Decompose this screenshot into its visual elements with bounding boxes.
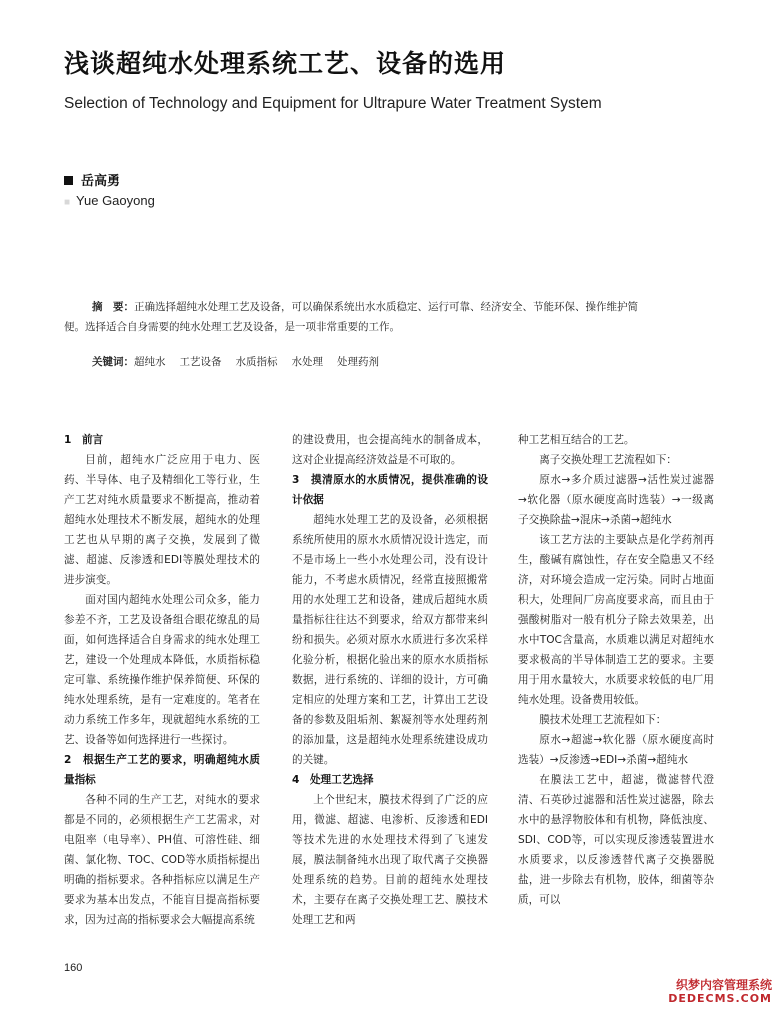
body-paragraph: 上个世纪末，膜技术得到了广泛的应用，微滤、超滤、电渗析、反渗透和EDI等技术先进的水处理技术得到了飞速发展，膜法制备纯水出现了取代离子交换器处理系统的趋势。目前的超纯水处理技术，主要存在离子交换处理工艺、膜技术处理工艺和两 [292,794,488,926]
article-title-en: Selection of Technology and Equipment for Ultrapure Water Treatment System [64,95,602,112]
abstract-text-1: 正确选择超纯水处理工艺及设备，可以确保系统出水水质稳定、运行可靠、经济安全、节能环保、操作维护简 [134,301,638,313]
keywords-label: 关键词： [92,356,134,368]
body-paragraph: 种工艺相互结合的工艺。 [518,434,635,446]
keyword: 处理药剂 [337,356,379,368]
watermark-cn: 织梦内容管理系统 [675,978,772,992]
body-paragraph: 离子交换处理工艺流程如下： [539,454,677,466]
watermark [668,978,772,1006]
abstract-line-1 [64,297,724,317]
body-column-3 [518,430,714,910]
watermark-en: DEDECMS.COM [668,992,772,1005]
body-paragraph: 超纯水处理工艺的及设备，必须根据系统所使用的原水水质情况设计选定，而不是市场上一些小水处理公司，没有设计能力，不考虑水质情况，经常直接照搬常用的水处理工艺和设备，建成后超纯水质量指标往往达不到要求，给双方都带来纠纷和损失。必须对原水水质进行多次采样化验分析，根据化验出来的原水水质指标数据，进行系统的、详细的设计，方可确定相应的处理方案和工艺，计算出工艺设备的参数及阻垢剂、絮凝剂等水处理药剂的添加量，这是超纯水处理系统建设成功的关键。 [292,514,488,766]
author-cn-name: 岳高勇 [81,174,121,189]
section-heading: 2 根据生产工艺的要求，明确超纯水质量指标 [64,754,260,786]
author-cn [64,170,120,189]
keywords [92,354,732,369]
abstract-label: 摘 要： [92,301,134,313]
body-column-1 [64,430,260,930]
keyword: 超纯水 [134,356,166,368]
body-column-2 [292,430,488,930]
square-bullet-icon [64,176,73,185]
small-mark-icon: ■ [64,197,71,208]
article-title-cn: 浅谈超纯水处理系统工艺、设备的选用 [64,49,507,78]
body-paragraph: 的建设费用，也会提高纯水的制备成本，这对企业提高经济效益是不可取的。 [292,434,488,466]
body-paragraph: 面对国内超纯水处理公司众多，能力参差不齐，工艺及设备组合眼花缭乱的局面，如何选择适合自身需求的纯水处理工艺，建设一个处理成本降低，水质指标稳定可靠、系统操作维护保养简便、环保的纯水处理系统，是有一定难度的。笔者在动力系统工作多年，现就超纯水系统的工艺、设备等如何选择进行一些探讨。 [64,594,260,746]
section-heading: 3 摸清原水的水质情况，提供准确的设计依据 [292,474,488,506]
keyword: 水质指标 [235,356,278,368]
abstract-line-2: 便。选择适合自身需要的纯水处理工艺及设备，是一项非常重要的工作。 [64,321,400,333]
body-paragraph: 在膜法工艺中，超滤，微滤替代澄清、石英砂过滤器和活性炭过滤器，除去水中的悬浮物胶体和有机物，降低浊度、SDI、COD等，可以实现反渗透装置进水水质要求，以反渗透替代离子交换器脱盐，进一步除去有机物，胶体，细菌等杂质，可以 [518,774,714,906]
abstract [64,297,724,337]
author-en-name: Yue Gaoyong [76,193,155,208]
body-paragraph: 膜技术处理工艺流程如下： [539,714,667,726]
body-paragraph: 目前，超纯水广泛应用于电力、医药、半导体、电子及精细化工等行业，生产工艺对纯水质量要求不断提高，推动着超纯水处理技术不断发展，超纯水的处理工艺也从早期的离子交换，发展到了微滤、超滤、反渗透和EDI等膜处理技术的进步演变。 [64,454,260,586]
section-heading: 4 处理工艺选择 [292,774,374,786]
body-paragraph: 该工艺方法的主要缺点是化学药剂再生，酸碱有腐蚀性，存在安全隐患又不经济，对环境会造成一定污染。同时占地面积大，处理间厂房高度要求高，而且由于强酸树脂对一般有机分子除去效果差，出水中TOC含量高，水质难以满足对超纯水要求极高的半导体制造工艺的要求。主要用于用水量较大，水质要求较低的电厂用纯水处理。设备费用较低。 [518,534,714,706]
body-paragraph: 原水→多介质过滤器→活性炭过滤器→软化器（原水硬度高时选装）→一级离子交换除盐→混床→杀菌→超纯水 [518,474,714,526]
keyword: 工艺设备 [179,356,222,368]
keyword: 水处理 [291,356,323,368]
page-number: 160 [64,962,83,974]
body-paragraph: 各种不同的生产工艺，对纯水的要求都是不同的，必须根据生产工艺需求，对电阻率（电导率）、PH值、可溶性硅、细菌、氯化物、TOC、COD等水质指标提出明确的指标要求。各种指标应以满足生产要求为基本出发点，不能盲目提高指标要求，因为过高的指标要求会大幅提高系统 [64,794,260,926]
section-heading: 1 前言 [64,434,104,446]
body-paragraph: 原水→超滤→软化器（原水硬度高时选装）→反渗透→EDI→杀菌→超纯水 [518,734,714,766]
author-en [64,193,155,208]
